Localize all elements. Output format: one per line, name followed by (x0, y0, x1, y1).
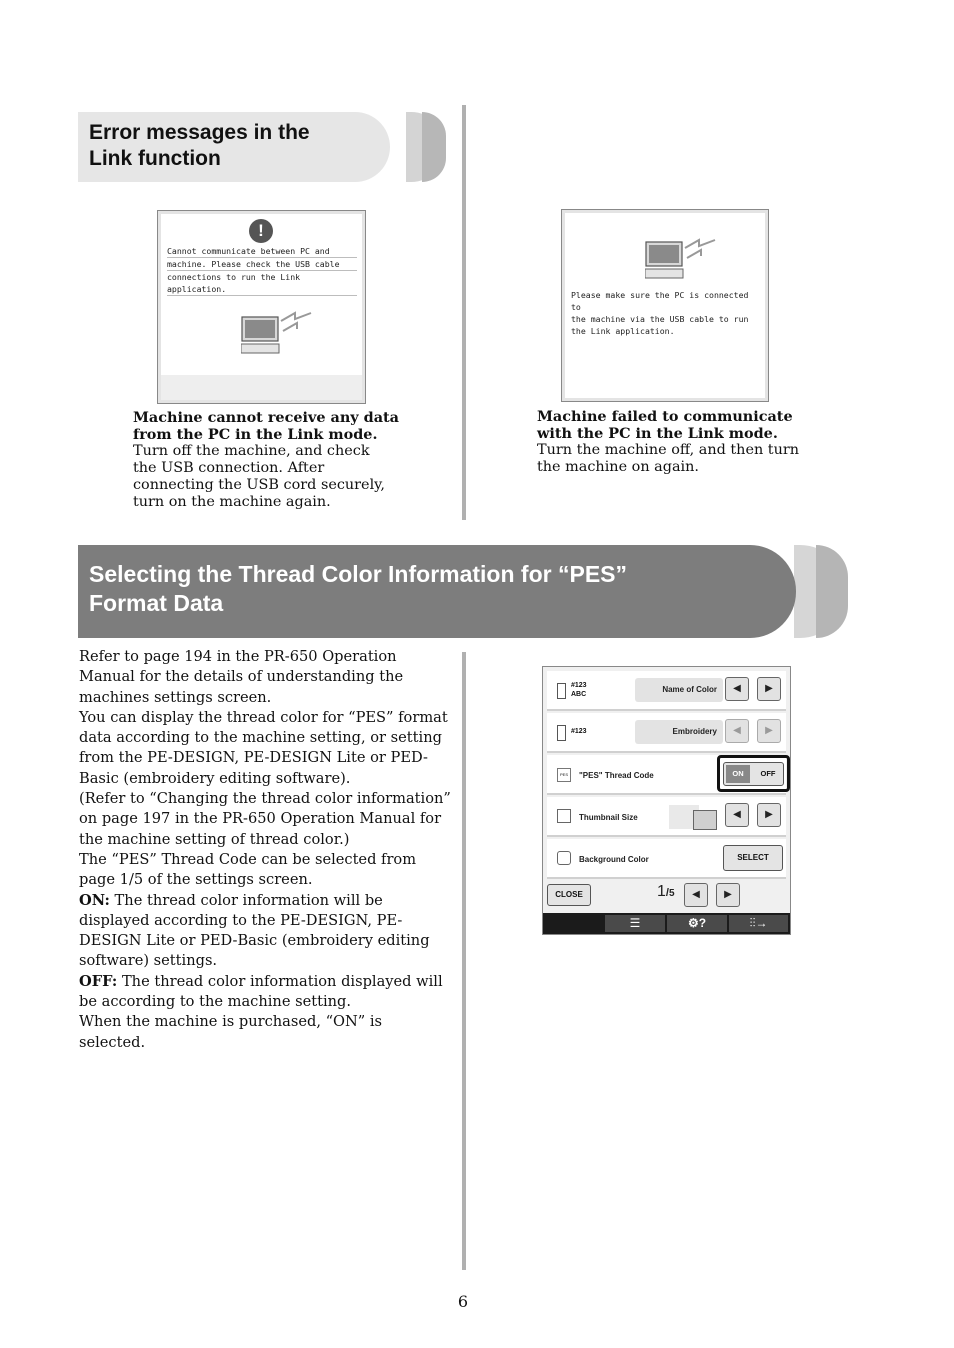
prev-page-button[interactable]: ◀ (684, 883, 708, 907)
thread-icon: ⫶⫶ (749, 916, 756, 930)
warning-icon: ! (249, 219, 273, 243)
on-option[interactable]: ON (726, 765, 750, 783)
settings-list-icon: ☰ (629, 916, 641, 930)
prev-button[interactable]: ◀ (725, 719, 749, 743)
palette-icon (557, 851, 571, 865)
thumbnail-icon (557, 809, 571, 823)
next-button[interactable]: ▶ (757, 719, 781, 743)
column-divider (462, 105, 466, 520)
tab-thread-info[interactable]: ⫶⫶→ (729, 915, 788, 932)
error2-caption: Machine failed to communicate with the PC in the Link mode. Turn the machine off, and then turn the machine on again. (537, 408, 800, 475)
close-button[interactable]: CLOSE (547, 884, 591, 906)
settings-row-pes-thread-code: PES "PES" Thread Code ON OFF (547, 755, 786, 795)
next-button[interactable]: ▶ (757, 803, 781, 827)
settings-row-thread-number: #123 Embroidery ◀ ▶ (547, 713, 786, 753)
sewing-machine-icon: ⚙ (687, 916, 699, 930)
error-message-line: Please make sure the PC is connected to (571, 290, 749, 312)
pes-file-icon: PES (557, 768, 571, 782)
error-message-line: machine. Please check the USB cable (167, 258, 357, 271)
error-screen-1 (157, 210, 366, 404)
color-display-value: Name of Color (635, 678, 723, 702)
thumbnail-size-preview (693, 810, 717, 830)
body-text: Refer to page 194 in the PR-650 Operation Manual for the details of understanding the machines settings screen. You can display the thread color for “PES” format data according to the machine setting, or setting from the PE-DESIGN, PE-DESIGN Lite or PED-Basic (embroidery editing software). (Refer to “Changing the thread color information” on page 197 in the PR-650 Operation Manual for the machine setting of thread color.) The “PES” Thread Code can be selected from page 1/5 of the settings screen. ON: The thread color information will be displayed according to the PE-DESIGN, PE-DESIGN Lite or PED-Basic (embroidery editing software) settings. OFF: The thread color information displayed will be according to the machine setting. When the machine is purchased, “ON” is selected. (79, 648, 451, 1051)
error-message-line: the machine via the USB cable to run (571, 314, 749, 324)
column-divider (462, 652, 466, 1270)
tab-help[interactable]: ⚙? (667, 915, 727, 932)
thread-spool-icon (557, 683, 566, 699)
settings-tab-bar (543, 913, 790, 934)
tab-settings[interactable] (605, 915, 665, 932)
pc-link-icon (241, 307, 316, 355)
thread-spool-icon (557, 725, 566, 741)
error-message-line: connections to run the Link application. (167, 271, 357, 296)
next-page-button[interactable]: ▶ (716, 883, 740, 907)
off-option[interactable]: OFF (760, 769, 776, 778)
settings-screen (542, 666, 791, 935)
settings-row-color-display: #123 ABC Name of Color ◀ ▶ (547, 671, 786, 711)
section-title: Selecting the Thread Color Information for “PES” Format Data (89, 561, 627, 616)
on-off-toggle[interactable] (723, 762, 784, 786)
error1-caption: Machine cannot receive any data from the PC in the Link mode. Turn off the machine, and check the USB connection. After connecting the USB cord securely, turn on the machine again. (133, 409, 400, 510)
settings-row-thumbnail-size: Thumbnail Size ◀ ▶ (547, 797, 786, 837)
page-number: 6 (457, 1292, 469, 1311)
page-indicator: 1/5 (657, 883, 675, 900)
next-button[interactable]: ▶ (757, 677, 781, 701)
error-message-line: the Link application. (571, 326, 675, 336)
prev-button[interactable]: ◀ (725, 803, 749, 827)
section-header-thread-color (78, 545, 850, 638)
error-screen-2 (561, 209, 769, 402)
section-title: Error messages in the Link function (89, 121, 310, 170)
settings-row-background-color: Background Color SELECT (547, 839, 786, 879)
prev-button[interactable]: ◀ (725, 677, 749, 701)
select-button[interactable]: SELECT (723, 845, 783, 871)
pc-link-icon (645, 236, 720, 284)
section-header-error-messages (78, 112, 448, 182)
error-message-line: Cannot communicate between PC and (167, 245, 357, 258)
thread-number-value: Embroidery (635, 720, 723, 744)
